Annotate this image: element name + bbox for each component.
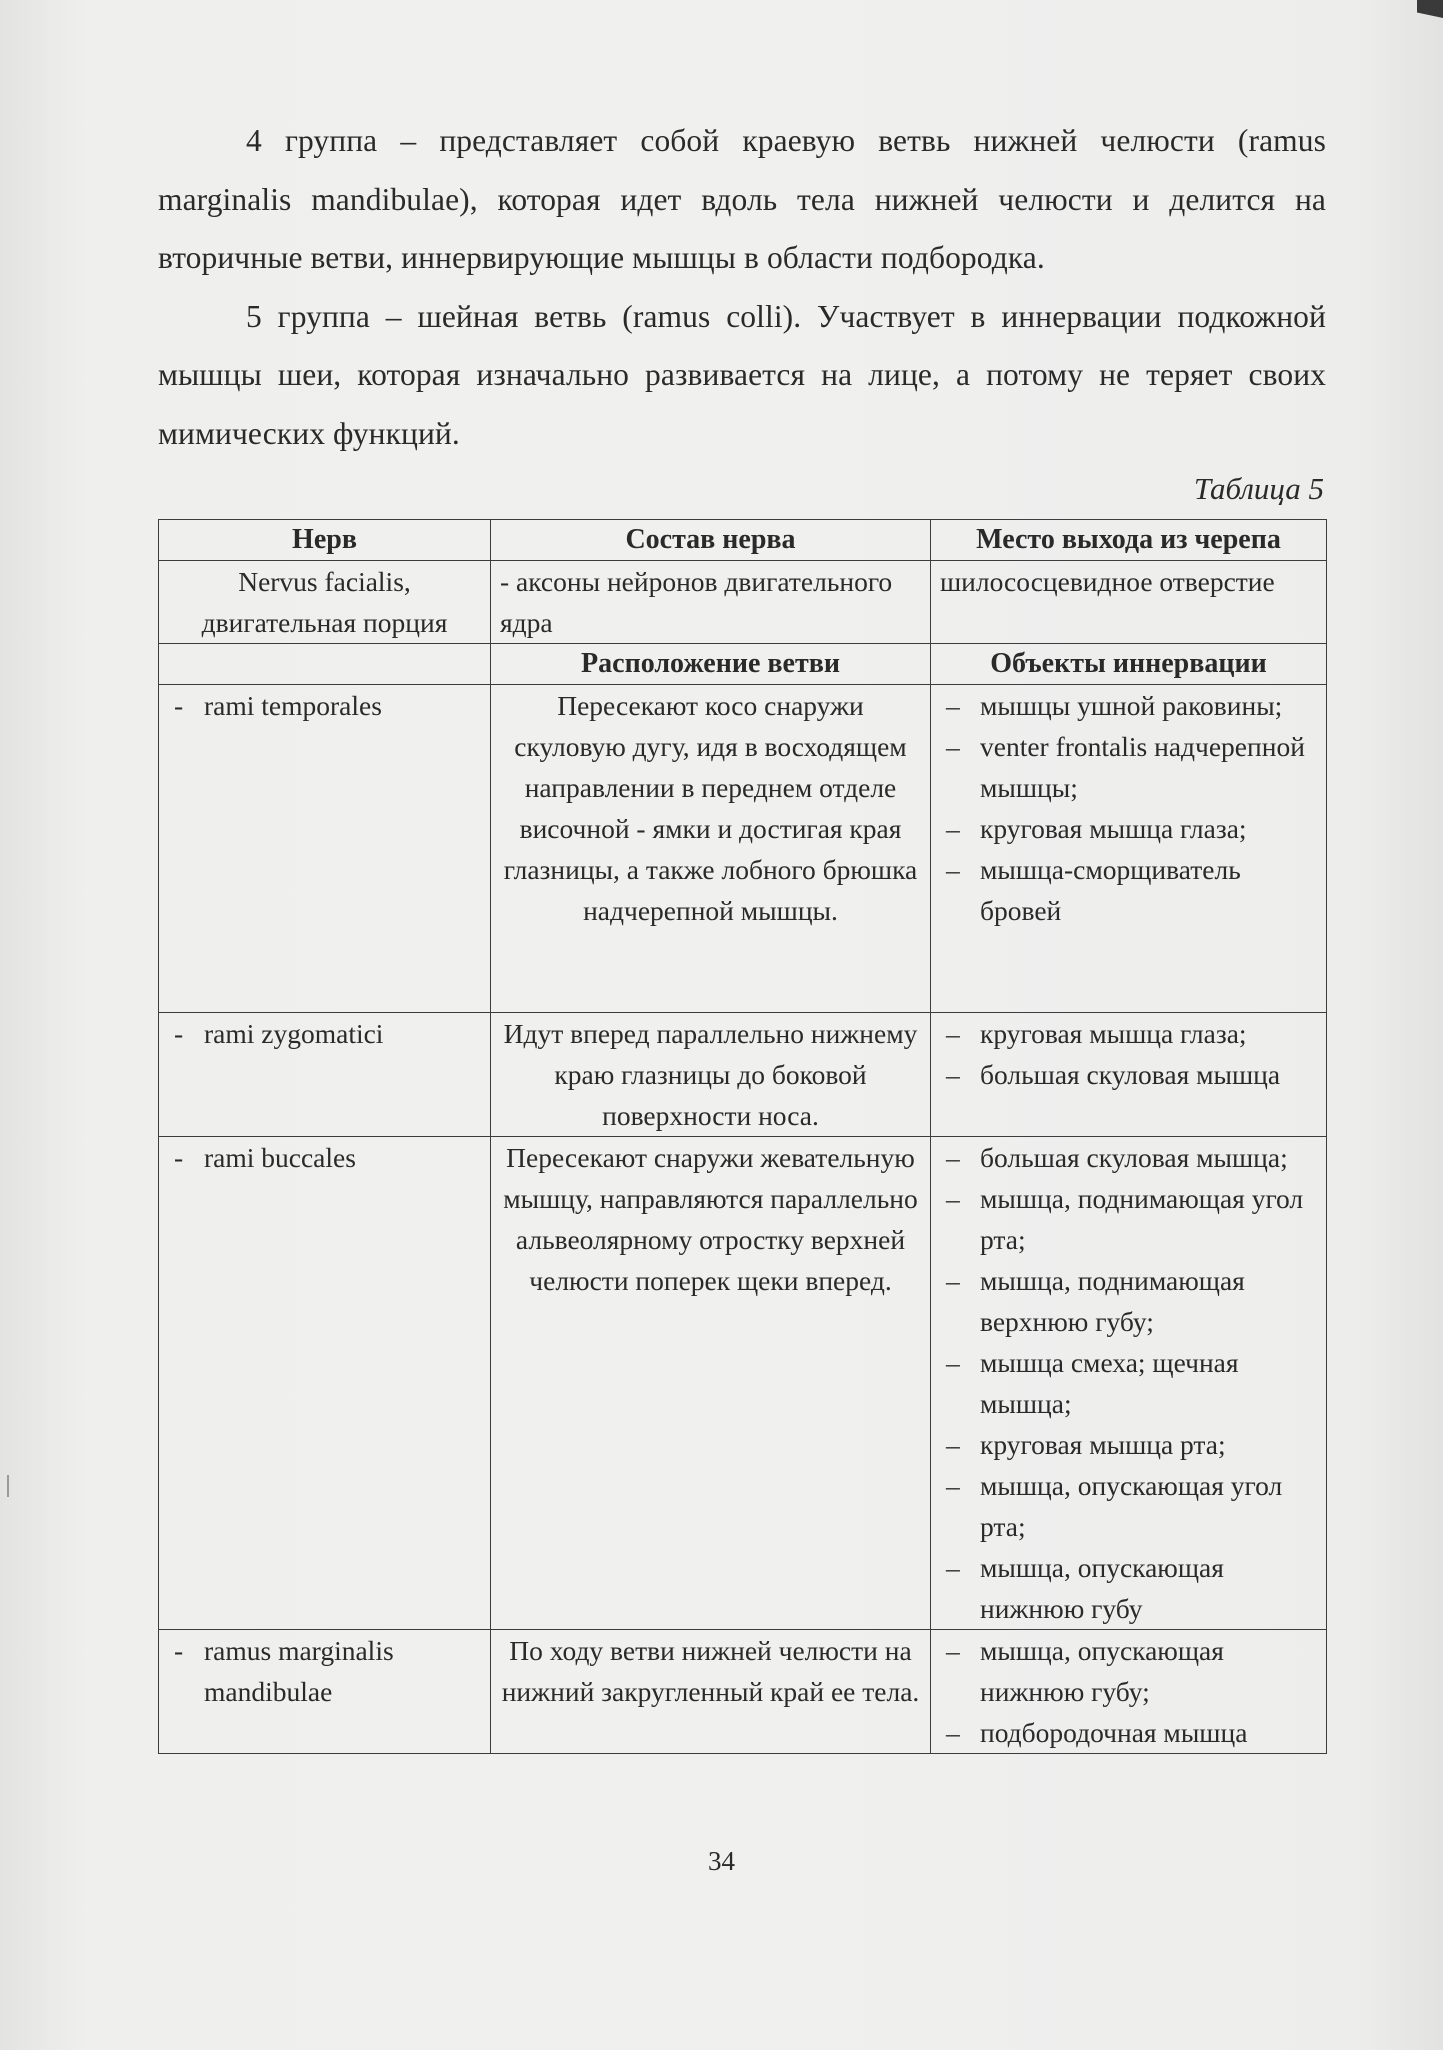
- list-item: – большая скуловая мышца;: [940, 1137, 1317, 1178]
- paragraph-group-4: 4 группа – представляет собой краевую ветвь нижней челюсти (ramus marginalis mandibulae), которая идет вдоль тела нижней челюсти и делится на вторичные ветви, иннервирующие мышцы в области подбородка.: [158, 123, 1326, 275]
- branch-dash: -: [174, 1635, 184, 1666]
- branch-name-cell: [159, 1013, 491, 1137]
- table-row: [159, 1013, 1327, 1137]
- list-item: – мышца, опускающая угол рта;: [940, 1465, 1317, 1547]
- branch-dash: -: [174, 690, 184, 721]
- table-row: [159, 685, 1327, 1013]
- nerve-composition-cell: - аксоны нейронов двигательного ядра: [491, 561, 931, 644]
- list-item: – круговая мышца глаза;: [940, 1013, 1317, 1054]
- paragraph-group-5: 5 группа – шейная ветвь (ramus colli). Участвует в иннервации подкожной мышцы шеи, которая изначально развивается на лице, а потому не теряет своих мимических функций.: [158, 298, 1326, 451]
- list-item: – круговая мышца глаза;: [940, 808, 1317, 849]
- list-item: – venter frontalis надчерепной мышцы;: [940, 726, 1317, 808]
- branch-targets-cell: [931, 1013, 1327, 1137]
- list-item: – мышца смеха; щечная мышца;: [940, 1342, 1317, 1424]
- subheader-empty: [159, 644, 491, 685]
- subheader-location: Расположение ветви: [491, 644, 931, 685]
- branch-dash: -: [174, 1018, 184, 1049]
- list-item: – подбородочная мышца: [940, 1712, 1317, 1753]
- list-item: – мышца, опускающая нижнюю губу;: [940, 1630, 1317, 1712]
- table-caption: Таблица 5: [1193, 471, 1324, 506]
- scan-artifact: [7, 1475, 9, 1497]
- list-item: – мышцы ушной раковины;: [940, 685, 1317, 726]
- header-nerve: Нерв: [159, 520, 491, 561]
- page-content: [158, 112, 1326, 1754]
- list-item: – большая скуловая мышца: [940, 1054, 1317, 1095]
- branch-name: rami zygomatici: [204, 1018, 384, 1049]
- list-item: – мышца-сморщиватель бровей: [940, 849, 1317, 931]
- table-row: [159, 561, 1327, 644]
- list-item: – мышца, поднимающая угол рта;: [940, 1178, 1317, 1260]
- table-row: [159, 1630, 1327, 1754]
- nerve-exit-cell: шилососцевидное отверстие: [931, 561, 1327, 644]
- page-number: 34: [708, 1846, 735, 1876]
- branch-name-cell: [159, 685, 491, 1013]
- branch-location-cell: По ходу ветви нижней челюсти на нижний закругленный край ее тела.: [491, 1630, 931, 1754]
- list-item: – мышца, опускающая нижнюю губу: [940, 1547, 1317, 1629]
- table-header-row: [159, 520, 1327, 561]
- header-composition: Состав нерва: [491, 520, 931, 561]
- branch-name-cell: [159, 1630, 491, 1754]
- branch-targets-cell: [931, 685, 1327, 1013]
- table-row: [159, 1137, 1327, 1630]
- branch-targets-cell: [931, 1137, 1327, 1630]
- nerve-table: [158, 519, 1327, 1754]
- branch-location-cell: Пересекают косо снаружи скуловую дугу, идя в восходящем направлении в переднем отделе височной - ямки и достигая края глазницы, а также лобного брюшка надчерепной мышцы.: [491, 685, 931, 1013]
- branch-targets-cell: [931, 1630, 1327, 1754]
- branch-name-cell: [159, 1137, 491, 1630]
- header-exit: Место выхода из черепа: [931, 520, 1327, 561]
- list-item: – мышца, поднимающая верхнюю губу;: [940, 1260, 1317, 1342]
- table-subheader-row: [159, 644, 1327, 685]
- subheader-targets: Объекты иннервации: [931, 644, 1327, 685]
- branch-name: rami temporales: [204, 690, 382, 721]
- nerve-name-cell: Nervus facialis, двигательная порция: [159, 561, 491, 644]
- list-item: – круговая мышца рта;: [940, 1424, 1317, 1465]
- branch-location-cell: Идут вперед параллельно нижнему краю глазницы до боковой поверхности носа.: [491, 1013, 931, 1137]
- branch-name: rami buccales: [204, 1142, 356, 1173]
- branch-name: ramus marginalis mandibulae: [204, 1635, 394, 1707]
- branch-location-cell: Пересекают снаружи жевательную мышцу, направляются параллельно альвеолярному отростку верхней челюсти поперек щеки вперед.: [491, 1137, 931, 1630]
- branch-dash: -: [174, 1142, 184, 1173]
